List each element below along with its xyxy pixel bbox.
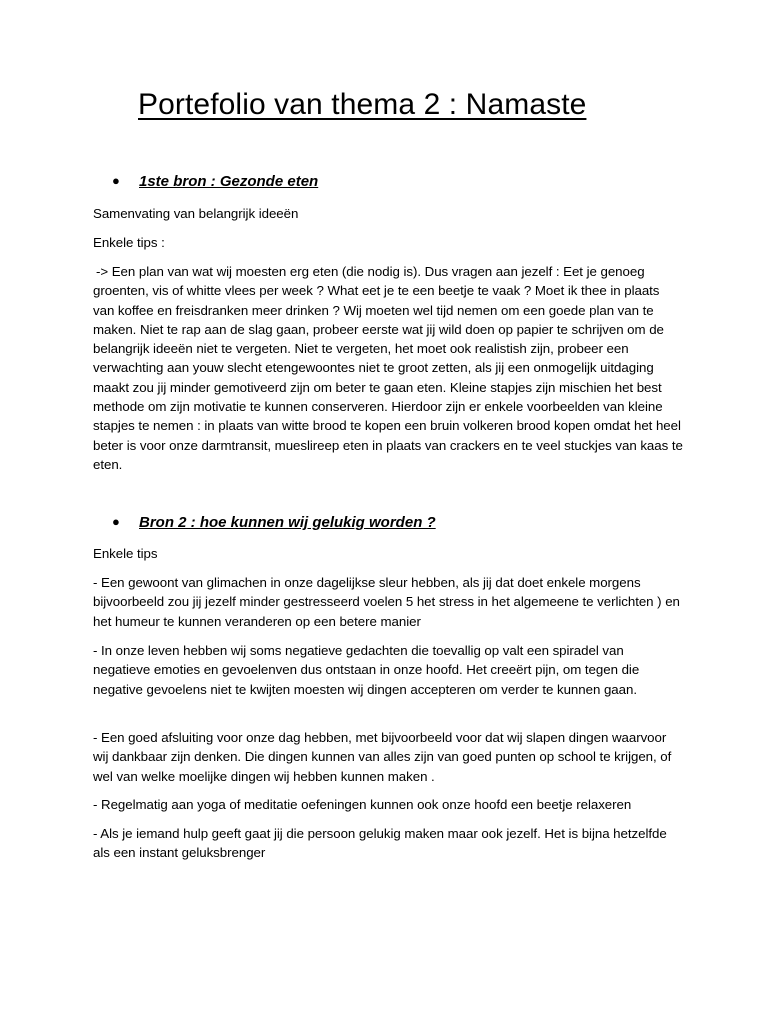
- page-title: Portefolio van thema 2 : Namaste: [138, 88, 587, 121]
- section2-heading: [112, 514, 436, 531]
- section1-tips-label: Enkele tips :: [93, 235, 165, 250]
- section1-body: -> Een plan van wat wij moesten erg eten (die nodig is). Dus vragen aan jezelf : Eet je genoeg groenten, vis of whitte vlees per week ? What eet je te een beetje te vaak ? Moet ik thee in plaats van koffee en freisdranken meer drinken ? Wij moeten wel tijd nemen om een goede plan van te maken. Niet te rap aan de slag gaan, probeer eerste wat jij wild doen op papier te schrijven om de belangrijk ideeën niet te vergeten. Niet te vergeten, het moet ook realistish zijn, probeer een verwachting aan youw slecht etengewoontes niet te groot zetten, als jij een onmogelijk uitdaging maakt zou jij minder gemotiveerd zijn om beter te gaan eten. Kleine stapjes zijn mischien het best methode om zijn motivatie te kunnen conserveren. Hierdoor zijn er enkele voorbeelden van kleine stapjes te nemen : in plaats van witte brood te kopen een bruin volkeren brood kopen omdat het heel beter is voor onze darmtransit, mueslireep eten in plaats van crackers en te veel stuckjes van kaas te eten.: [93, 264, 683, 472]
- section2-tips-label: Enkele tips: [93, 546, 158, 561]
- section1-heading: [112, 173, 318, 190]
- section2-item: - Als je iemand hulp geeft gaat jij die persoon gelukig maken maar ook jezelf. Het is bijna hetzelfde als een instant geluksbrenger: [93, 826, 667, 861]
- section1-heading-text: 1ste bron : Gezonde eten: [139, 173, 319, 190]
- section2-item: - Regelmatig aan yoga of meditatie oefeningen kunnen ook onze hoofd een beetje relaxeren: [93, 797, 632, 812]
- section1-intro: Samenvating van belangrijk ideeën: [93, 206, 299, 221]
- section2-item: - Een gewoont van glimachen in onze dagelijkse sleur hebben, als jij dat doet enkele morgens bijvoorbeeld zou jij jezelf minder gestresseerd voelen 5 het stress in het algemeene te verlichten ) en het humeur te kunnen veranderen op een betere manier: [93, 575, 680, 629]
- bullet-icon: ●: [112, 514, 120, 529]
- section2-heading-text: Bron 2 : hoe kunnen wij gelukig worden ?: [139, 514, 436, 531]
- bullet-icon: ●: [112, 173, 120, 188]
- section2-item: - Een goed afsluiting voor onze dag hebben, met bijvoorbeeld voor dat wij slapen dingen waarvoor wij dankbaar zijn denken. Die dingen kunnen van alles zijn van goed punten op school te krijgen, of wel van welke moelijke dingen wij hebben kunnen maken .: [93, 730, 672, 784]
- section2-item: - In onze leven hebben wij soms negatieve gedachten die toevallig op valt een spiradel van negatieve emoties en gevoelenven dus ontstaan in onze hoofd. Het creeërt pijn, om tegen die negative gevoelens niet te kwijten moesten wij dingen accepteren om verder te kunnen gaan.: [93, 643, 640, 697]
